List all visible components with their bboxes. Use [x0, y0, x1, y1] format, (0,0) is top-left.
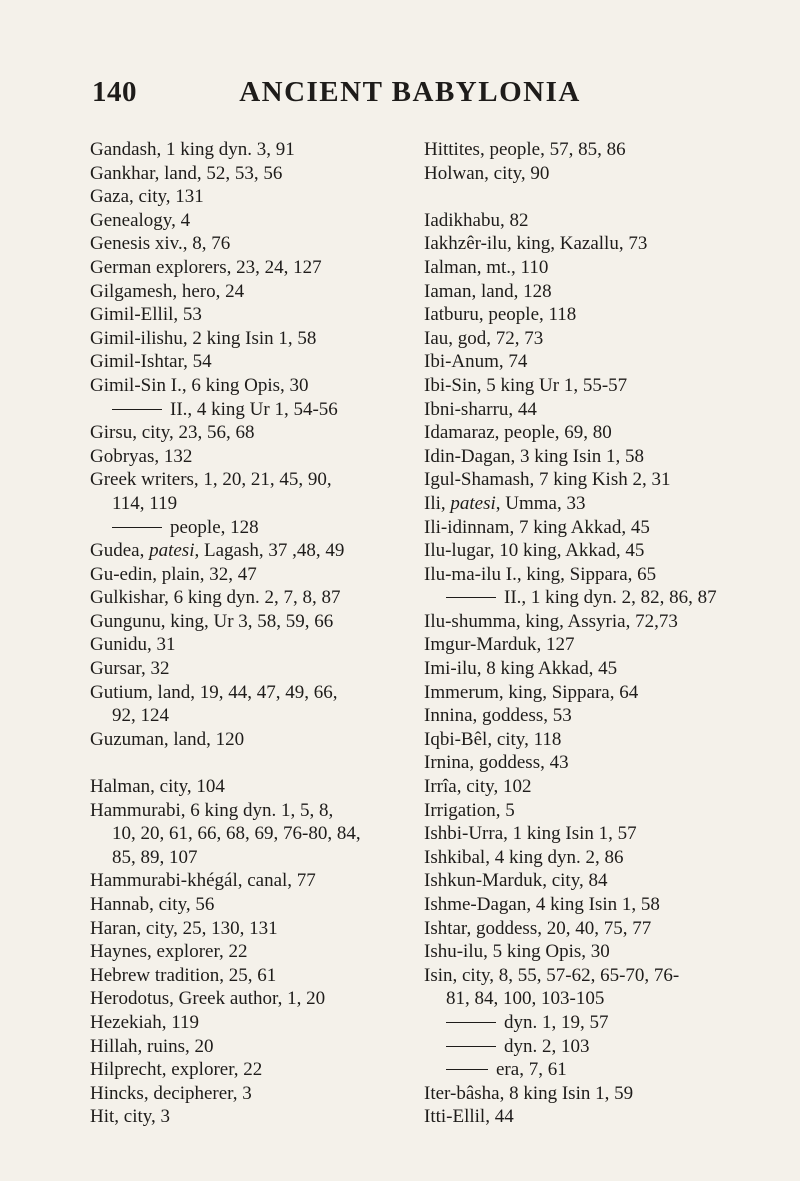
- index-entry: [424, 1082, 764, 1106]
- index-entry: [90, 822, 420, 846]
- entry-text: Girsu, city, 23, 56, 68: [90, 422, 255, 444]
- index-entry: [424, 940, 764, 964]
- entry-text: Iter-bâsha, 8 king Isin 1, 59: [424, 1082, 634, 1104]
- entry-text: , Umma, 33: [495, 492, 586, 514]
- index-column-left: [90, 138, 420, 1129]
- entry-text: Hammurabi, 6 king dyn. 1, 5, 8,: [90, 799, 334, 821]
- entry-text: Gimil-ilishu, 2 king Isin 1, 58: [90, 327, 317, 349]
- entry-text: Ili,: [424, 492, 451, 514]
- entry-text: Hincks, decipherer, 3: [90, 1082, 252, 1104]
- index-entry: [424, 563, 764, 587]
- index-entry: [424, 917, 764, 941]
- index-entry: [90, 775, 420, 799]
- index-entry: [424, 327, 764, 351]
- index-entry: [424, 1105, 764, 1129]
- entry-text: Irrigation, 5: [424, 799, 515, 821]
- entry-text: Hilprecht, explorer, 22: [90, 1059, 263, 1081]
- entry-text: Ialman, mt., 110: [424, 256, 549, 278]
- index-entry: [90, 1058, 420, 1082]
- index-entry: [424, 468, 764, 492]
- index-entry: [424, 751, 764, 775]
- entry-text: Ishkun-Marduk, city, 84: [424, 870, 608, 892]
- index-entry: [424, 374, 764, 398]
- index-entry: [90, 421, 420, 445]
- entry-text: II., 1 king dyn. 2, 82, 86, 87: [504, 587, 717, 609]
- index-entry: [90, 940, 420, 964]
- entry-text: Iaman, land, 128: [424, 280, 552, 302]
- index-entry: [424, 398, 764, 422]
- entry-text: dyn. 2, 103: [504, 1035, 590, 1057]
- index-entry: [90, 799, 420, 823]
- index-entry: [424, 610, 764, 634]
- index-entry: [90, 728, 420, 752]
- entry-text: Gimil-Sin I., 6 king Opis, 30: [90, 374, 309, 396]
- index-entry: [90, 1105, 420, 1129]
- index-entry: [90, 633, 420, 657]
- index-entry: [424, 987, 764, 1011]
- entry-text: Isin, city, 8, 55, 57-62, 65-70, 76-: [424, 964, 680, 986]
- repeat-dash: [112, 527, 162, 528]
- entry-text: Iau, god, 72, 73: [424, 327, 544, 349]
- entry-text: Ibi-Anum, 74: [424, 351, 528, 373]
- entry-text: 85, 89, 107: [112, 846, 198, 868]
- index-entry: [424, 303, 764, 327]
- index-entry: [90, 492, 420, 516]
- index-entry: [424, 539, 764, 563]
- index-entry: [424, 280, 764, 304]
- page-header: [92, 76, 728, 116]
- entry-text: Ibni-sharru, 44: [424, 398, 537, 420]
- entry-text: 81, 84, 100, 103-105: [446, 988, 605, 1010]
- index-entry: [424, 728, 764, 752]
- entry-text: Iatburu, people, 118: [424, 304, 577, 326]
- index-entry: [424, 232, 764, 256]
- index-entry: [424, 822, 764, 846]
- entry-text: Gaza, city, 131: [90, 186, 204, 208]
- entry-text: Gudea,: [90, 540, 150, 562]
- index-entry: [424, 162, 764, 186]
- index-entry: [424, 704, 764, 728]
- index-entry: [90, 232, 420, 256]
- index-entry: [90, 610, 420, 634]
- index-entry: [424, 350, 764, 374]
- index-entry: [90, 1082, 420, 1106]
- entry-text: 92, 124: [112, 705, 169, 727]
- index-entry: [424, 445, 764, 469]
- repeat-dash: [112, 409, 162, 410]
- index-entry: [90, 398, 420, 422]
- repeat-dash: [446, 1022, 496, 1023]
- entry-text: Iadikhabu, 82: [424, 209, 529, 231]
- entry-text: era, 7, 61: [496, 1059, 567, 1081]
- entry-text: Hammurabi-khégál, canal, 77: [90, 870, 316, 892]
- index-entry: [90, 468, 420, 492]
- index-entry: [424, 799, 764, 823]
- entry-text: Gandash, 1 king dyn. 3, 91: [90, 139, 295, 160]
- entry-text: Idin-Dagan, 3 king Isin 1, 58: [424, 445, 645, 467]
- index-entry: [90, 1011, 420, 1035]
- entry-text: Gobryas, 132: [90, 445, 193, 467]
- entry-text: Idamaraz, people, 69, 80: [424, 422, 612, 444]
- entry-text: Genesis xiv., 8, 76: [90, 233, 231, 255]
- index-entry: [90, 539, 420, 563]
- index-entry: [424, 138, 764, 162]
- index-entry: [90, 657, 420, 681]
- entry-text: Hebrew tradition, 25, 61: [90, 964, 277, 986]
- index-entry: [90, 350, 420, 374]
- entry-text: Ilu-shumma, king, Assyria, 72,73: [424, 610, 678, 632]
- index-entry: [90, 681, 420, 705]
- entry-text: Hillah, ruins, 20: [90, 1035, 214, 1057]
- index-entry: [424, 492, 764, 516]
- entry-text: Ilu-ma-ilu I., king, Sippara, 65: [424, 563, 657, 585]
- index-entry: [90, 280, 420, 304]
- entry-text: Genealogy, 4: [90, 209, 191, 231]
- section-gap: [90, 751, 420, 775]
- index-entry: [424, 657, 764, 681]
- index-entry: [424, 586, 764, 610]
- entry-text: Imgur-Marduk, 127: [424, 634, 575, 656]
- entry-text: Gankhar, land, 52, 53, 56: [90, 162, 283, 184]
- entry-text: Ishu-ilu, 5 king Opis, 30: [424, 941, 610, 963]
- index-entry: [424, 893, 764, 917]
- index-entry: [90, 917, 420, 941]
- section-gap: [424, 185, 764, 209]
- entry-text: Ili-idinnam, 7 king Akkad, 45: [424, 516, 650, 538]
- entry-text: Gutium, land, 19, 44, 47, 49, 66,: [90, 681, 338, 703]
- entry-text: Iqbi-Bêl, city, 118: [424, 728, 562, 750]
- index-entry: [90, 445, 420, 469]
- entry-text: Ilu-lugar, 10 king, Akkad, 45: [424, 540, 645, 562]
- index-entry: [90, 209, 420, 233]
- index-entry: [90, 893, 420, 917]
- index-entry: [90, 704, 420, 728]
- entry-text: 114, 119: [112, 492, 178, 514]
- index-entry: [424, 1011, 764, 1035]
- entry-text: Gungunu, king, Ur 3, 58, 59, 66: [90, 610, 334, 632]
- index-entry: [90, 162, 420, 186]
- entry-text: German explorers, 23, 24, 127: [90, 256, 322, 278]
- entry-text: Haran, city, 25, 130, 131: [90, 917, 278, 939]
- entry-text: people, 128: [170, 516, 259, 538]
- index-entry: [90, 138, 420, 162]
- entry-text: Irrîa, city, 102: [424, 776, 532, 798]
- index-entry: [90, 303, 420, 327]
- index-column-right: [424, 138, 764, 1129]
- entry-text: Gilgamesh, hero, 24: [90, 280, 245, 302]
- entry-italic-term: patesi: [149, 540, 195, 562]
- entry-text: Gimil-Ellil, 53: [90, 304, 202, 326]
- index-entry: [424, 964, 764, 988]
- index-entry: [424, 775, 764, 799]
- entry-text: Iakhzêr-ilu, king, Kazallu, 73: [424, 233, 648, 255]
- index-entry: [90, 185, 420, 209]
- entry-text: Gursar, 32: [90, 658, 170, 680]
- entry-italic-term: patesi: [450, 492, 496, 514]
- index-entry: [424, 421, 764, 445]
- entry-text: Gulkishar, 6 king dyn. 2, 7, 8, 87: [90, 587, 341, 609]
- entry-text: Hannab, city, 56: [90, 894, 215, 915]
- entry-text: Guzuman, land, 120: [90, 728, 245, 750]
- index-entry: [90, 846, 420, 870]
- repeat-dash: [446, 597, 496, 598]
- index-entry: [424, 1058, 764, 1082]
- entry-text: Greek writers, 1, 20, 21, 45, 90,: [90, 469, 332, 491]
- index-entry: [90, 256, 420, 280]
- entry-text: Ishkibal, 4 king dyn. 2, 86: [424, 846, 624, 868]
- entry-text: Hezekiah, 119: [90, 1011, 200, 1033]
- index-entry: [90, 563, 420, 587]
- entry-text: Innina, goddess, 53: [424, 705, 572, 727]
- index-entry: [424, 681, 764, 705]
- index-entry: [90, 1035, 420, 1059]
- index-entry: [90, 516, 420, 540]
- index-entry: [424, 256, 764, 280]
- index-entry: [424, 516, 764, 540]
- entry-text: Immerum, king, Sippara, 64: [424, 681, 639, 703]
- entry-text: Igul-Shamash, 7 king Kish 2, 31: [424, 469, 671, 491]
- index-entry: [90, 327, 420, 351]
- entry-text: Gunidu, 31: [90, 634, 176, 656]
- index-entry: [424, 846, 764, 870]
- entry-text: Gimil-Ishtar, 54: [90, 351, 212, 373]
- running-title: ANCIENT BABYLONIA: [239, 76, 581, 108]
- index-entry: [90, 964, 420, 988]
- entry-text: Ishme-Dagan, 4 king Isin 1, 58: [424, 894, 660, 915]
- entry-text: Ibi-Sin, 5 king Ur 1, 55-57: [424, 374, 628, 396]
- entry-text: Halman, city, 104: [90, 776, 225, 798]
- entry-text: Hittites, people, 57, 85, 86: [424, 139, 626, 160]
- entry-text: Itti-Ellil, 44: [424, 1106, 514, 1128]
- entry-text: dyn. 1, 19, 57: [504, 1011, 609, 1033]
- index-entry: [90, 586, 420, 610]
- entry-text: Gu-edin, plain, 32, 47: [90, 563, 257, 585]
- repeat-dash: [446, 1069, 488, 1070]
- entry-text: Imi-ilu, 8 king Akkad, 45: [424, 658, 618, 680]
- page-number: 140: [92, 76, 137, 108]
- index-entry: [424, 209, 764, 233]
- entry-text: Ishbi-Urra, 1 king Isin 1, 57: [424, 823, 637, 845]
- entry-text: Holwan, city, 90: [424, 162, 550, 184]
- entry-text: 10, 20, 61, 66, 68, 69, 76-80, 84,: [112, 823, 361, 845]
- entry-text: Irnina, goddess, 43: [424, 752, 569, 774]
- entry-text: Herodotus, Greek author, 1, 20: [90, 988, 326, 1010]
- entry-text: Ishtar, goddess, 20, 40, 75, 77: [424, 917, 652, 939]
- entry-text: Haynes, explorer, 22: [90, 941, 248, 963]
- entry-text: II., 4 king Ur 1, 54-56: [170, 398, 338, 420]
- entry-text: Hit, city, 3: [90, 1106, 171, 1128]
- entry-text: , Lagash, 37 ,48, 49: [194, 540, 345, 562]
- index-entry: [90, 869, 420, 893]
- index-entry: [424, 1035, 764, 1059]
- repeat-dash: [446, 1046, 496, 1047]
- index-entry: [90, 987, 420, 1011]
- index-entry: [424, 869, 764, 893]
- index-entry: [424, 633, 764, 657]
- index-entry: [90, 374, 420, 398]
